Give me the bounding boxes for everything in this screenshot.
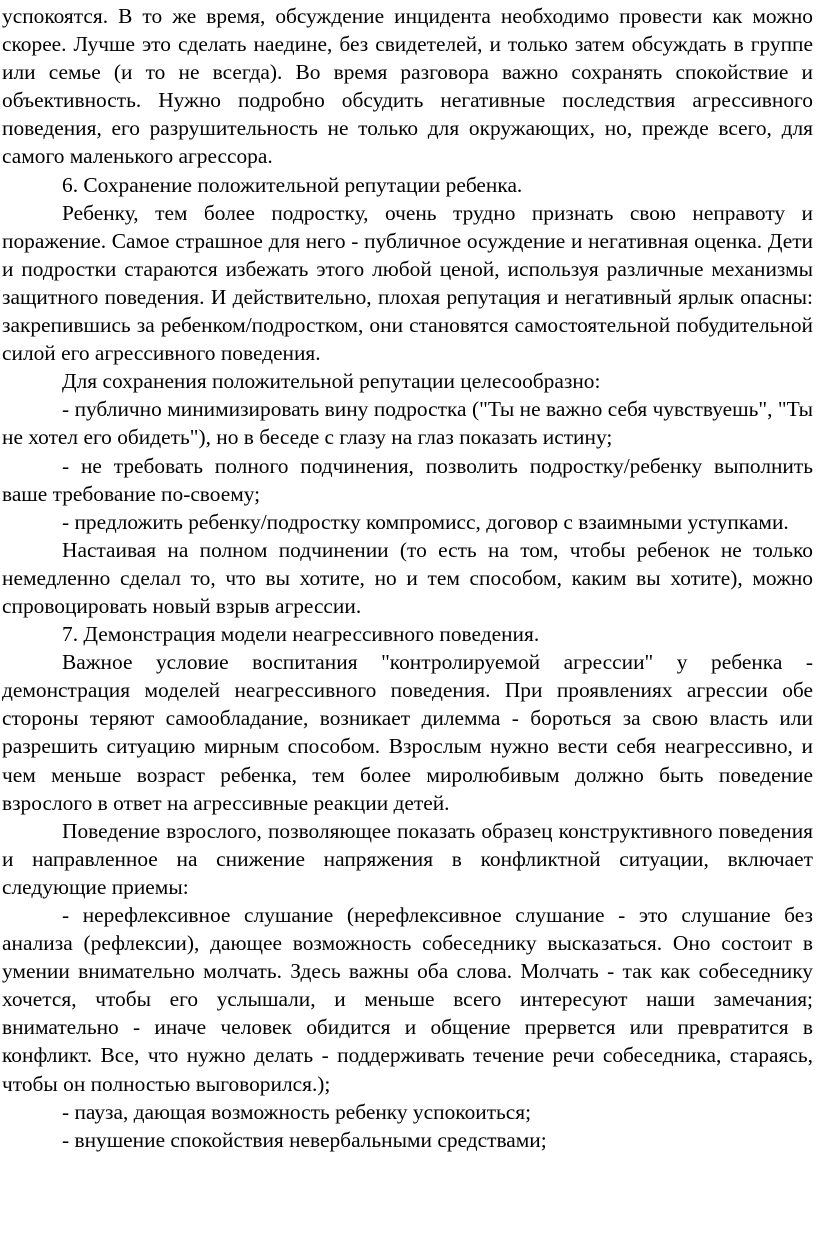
list-item-compromise: - предложить ребенку/подростку компромисс, договор с взаимными уступками.: [62, 509, 789, 534]
list-item-minimize-blame: - публично минимизировать вину подростка ("Ты не важно себя чувствуешь", "Ты не хотел его обидеть"), но в беседе с глазу на глаз показать истину;: [2, 397, 813, 450]
paragraph-reputation: Ребенку, тем более подростку, очень трудно признать свою неправоту и поражение. Самое страшное для него - публичное осуждение и негативная оценка. Дети и подростки стараются избежать этого любой ценой, используя различные механизмы защитного поведения. И действительно, плохая репутация и негативный ярлык опасны: закрепившись за ребенком/подростком, они становятся самостоятельной побудительной силой его агрессивного поведения.: [2, 200, 813, 366]
list-item-no-full-submission: - не требовать полного подчинения, позволить подростку/ребенку выполнить ваше требование по-своему;: [2, 453, 813, 506]
section-heading-non-aggressive-model: 7. Демонстрация модели неагрессивного поведения.: [62, 622, 540, 647]
paragraph-adult-behavior: Поведение взрослого, позволяющее показать образец конструктивного поведения и направленное на снижение напряжения в конфликтной ситуации, включает следующие приемы:: [2, 818, 813, 899]
paragraph-controlled-aggression: Важное условие воспитания "контролируемой агрессии" у ребенка - демонстрация моделей неагрессивного поведения. При проявлениях агрессии обе стороны теряют самообладание, возникает дилемма - бороться за свою власть или разрешить ситуацию мирным способом. Взрослым нужно вести себя неагрессивно, и чем меньше возраст ребенка, тем более миролюбивым должно быть поведение взрослого в ответ на агрессивные реакции детей.: [2, 650, 813, 815]
list-item-nonverbal-calm: - внушение спокойствия невербальными средствами;: [62, 1127, 547, 1152]
paragraph-incident-discussion: успокоятся. В то же время, обсуждение инцидента необходимо провести как можно скорее. Лучше это сделать наедине, без свидетелей, и только затем обсуждать в группе или семье (и то не всегда). Во время разговора важно сохранять спокойствие и объективность. Нужно подробно обсудить негативные последствия агрессивного поведения, его разрушительность не только для окружающих, но, прежде всего, для самого маленького агрессора.: [2, 4, 813, 169]
list-item-pause: - пауза, дающая возможность ребенку успокоиться;: [62, 1099, 532, 1124]
paragraph-reputation-intro: Для сохранения положительной репутации целесообразно:: [62, 369, 601, 394]
list-item-non-reflective-listening: - нерефлексивное слушание (нерефлексивное слушание - это слушание без анализа (рефлексии), дающее возможность собеседнику высказаться. Оно состоит в умении внимательно молчать. Здесь важны оба слова. Молчать - так как собеседнику хочется, чтобы его услышали, и меньше всего интересуют наши замечания; внимательно - иначе человек обидится и общение прервется или превратится в конфликт. Все, что нужно делать - поддерживать течение речи собеседника, стараясь, чтобы он полностью выговорился.);: [2, 903, 813, 1096]
paragraph-insisting-submission: Настаивая на полном подчинении (то есть на том, чтобы ребенок не только немедленно сделал то, что вы хотите, но и тем способом, каким вы хотите), можно спровоцировать новый взрыв агрессии.: [2, 537, 813, 618]
section-heading-reputation: 6. Сохранение положительной репутации ребенка.: [62, 172, 523, 197]
